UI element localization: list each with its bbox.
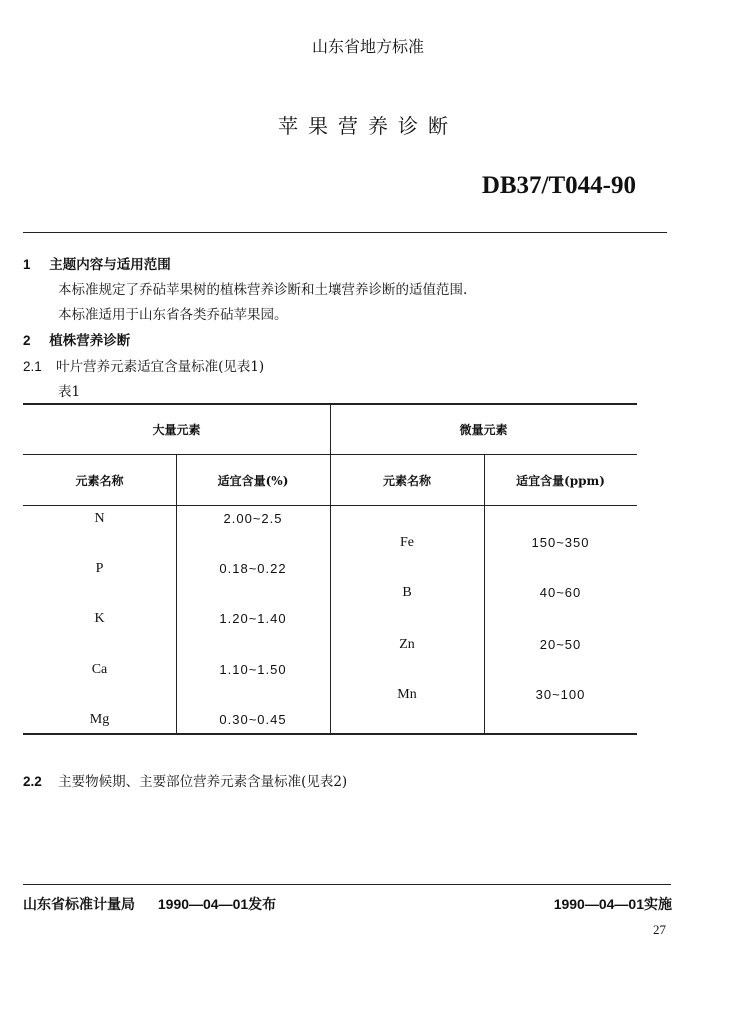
- section-2-2-heading: [23, 770, 347, 790]
- micro-content-header: 适宜含量(ppm): [516, 474, 605, 488]
- macro-element-range: 2.00~2.5: [223, 511, 283, 526]
- header-divider: [23, 232, 667, 233]
- footer-effective-block: [554, 894, 672, 914]
- macro-element-name: P: [95, 561, 104, 576]
- footer-issue-label: 发布: [248, 897, 277, 913]
- page-number: 27: [653, 922, 666, 937]
- footer-issuer-block: [23, 894, 276, 914]
- macro-element-name: Mg: [89, 712, 110, 727]
- micro-element-range: 40~60: [539, 585, 582, 600]
- macro-element-range: 1.20~1.40: [219, 611, 287, 626]
- table-1-label: 表1: [58, 384, 81, 400]
- micro-element-name: Mn: [397, 687, 417, 702]
- footer-issue-date: 1990—04—01: [157, 896, 249, 912]
- footer-effective-date: 1990—04—01: [553, 896, 644, 912]
- section-2-1-heading: [23, 355, 264, 375]
- section-1-paragraph-1: 本标准规定了乔砧苹果树的植株营养诊断和土壤营养诊断的适值范围.: [58, 282, 468, 298]
- standard-code: DB37/T044-90: [481, 172, 636, 199]
- footer-effective-label: 实施: [644, 897, 672, 913]
- document-title: 苹果营养诊断: [278, 114, 458, 138]
- section-2-2-text: 主要物候期、主要部位营养元素含量标准(见表2): [58, 774, 348, 790]
- section-1-title: 主题内容与适用范围: [49, 257, 171, 273]
- section-2-heading: [23, 329, 130, 349]
- section-2-title: 植株营养诊断: [49, 333, 131, 349]
- section-2-2-number: 2.2: [23, 774, 42, 789]
- table-1: [23, 403, 637, 734]
- footer-issuer: 山东省标准计量局: [23, 897, 135, 913]
- table-macro-col-divider: [176, 454, 177, 734]
- micro-element-range: 30~100: [535, 687, 586, 702]
- macro-element-range: 1.10~1.50: [219, 662, 287, 677]
- section-1-heading: [23, 253, 171, 273]
- section-1-number: 1: [23, 257, 31, 272]
- section-2-1-number: 2.1: [23, 359, 42, 374]
- micro-element-range: 150~350: [531, 535, 590, 550]
- macro-element-name: N: [94, 511, 105, 526]
- footer-divider: [23, 884, 671, 885]
- table-group-divider: [330, 403, 331, 734]
- section-2-1-text: 叶片营养元素适宜含量标准(见表1): [56, 359, 265, 375]
- organization-header: 山东省地方标准: [311, 37, 424, 56]
- micro-elements-header: 微量元素: [459, 423, 508, 437]
- section-2-number: 2: [23, 333, 31, 348]
- macro-elements-header: 大量元素: [152, 423, 201, 437]
- micro-element-range: 20~50: [539, 637, 582, 652]
- micro-element-name: B: [402, 585, 412, 600]
- macro-content-header: 适宜含量(%): [217, 474, 289, 488]
- macro-element-name: Ca: [91, 662, 108, 677]
- macro-element-range: 0.18~0.22: [219, 561, 287, 576]
- section-1-paragraph-2: 本标准适用于山东省各类乔砧苹果园。: [58, 307, 288, 323]
- macro-element-name: K: [94, 611, 105, 626]
- micro-element-name: Fe: [400, 535, 414, 550]
- micro-element-name-header: 元素名称: [382, 474, 431, 488]
- macro-element-name-header: 元素名称: [75, 474, 124, 488]
- macro-element-range: 0.30~0.45: [219, 712, 287, 727]
- micro-element-name: Zn: [399, 637, 415, 652]
